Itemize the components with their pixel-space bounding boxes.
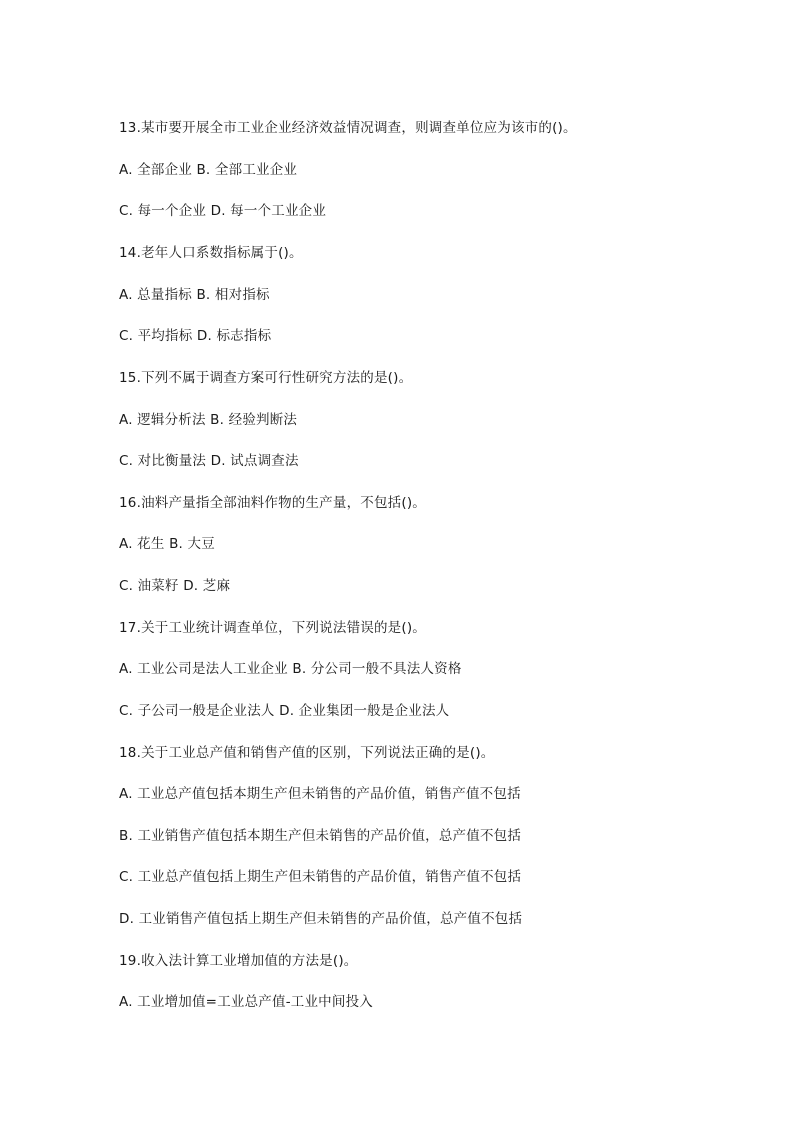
question-17-option-line-1: A. 工业公司是法人工业企业 B. 分公司一般不具法人资格 (119, 661, 462, 677)
question-19-option-a: A. 工业增加值=工业总产值-工业中间投入 (119, 994, 373, 1010)
question-14-stem: 14.老年人口系数指标属于()。 (119, 245, 303, 261)
question-16-option-line-1: A. 花生 B. 大豆 (119, 536, 215, 552)
question-16-option-line-2: C. 油菜籽 D. 芝麻 (119, 578, 231, 594)
question-13-option-line-2: C. 每一个企业 D. 每一个工业企业 (119, 203, 327, 219)
question-18-option-a: A. 工业总产值包括本期生产但未销售的产品价值，销售产值不包括 (119, 786, 521, 802)
question-14-option-line-2: C. 平均指标 D. 标志指标 (119, 328, 272, 344)
question-18-stem: 18.关于工业总产值和销售产值的区别，下列说法正确的是()。 (119, 745, 495, 761)
question-18-option-d: D. 工业销售产值包括上期生产但未销售的产品价值，总产值不包括 (119, 911, 523, 927)
question-14-option-line-1: A. 总量指标 B. 相对指标 (119, 287, 270, 303)
question-19-stem: 19.收入法计算工业增加值的方法是()。 (119, 953, 358, 969)
question-13-stem: 13.某市要开展全市工业企业经济效益情况调查，则调查单位应为该市的()。 (119, 120, 577, 136)
question-18-option-b: B. 工业销售产值包括本期生产但未销售的产品价值，总产值不包括 (119, 828, 522, 844)
question-15-stem: 15.下列不属于调查方案可行性研究方法的是()。 (119, 370, 413, 386)
question-13-option-line-1: A. 全部企业 B. 全部工业企业 (119, 162, 298, 178)
question-17-option-line-2: C. 子公司一般是企业法人 D. 企业集团一般是企业法人 (119, 703, 450, 719)
question-16-stem: 16.油料产量指全部油料作物的生产量，不包括()。 (119, 495, 427, 511)
question-15-option-line-1: A. 逻辑分析法 B. 经验判断法 (119, 412, 298, 428)
question-18-option-c: C. 工业总产值包括上期生产但未销售的产品价值，销售产值不包括 (119, 869, 522, 885)
question-17-stem: 17.关于工业统计调查单位，下列说法错误的是()。 (119, 620, 427, 636)
question-15-option-line-2: C. 对比衡量法 D. 试点调查法 (119, 453, 299, 469)
